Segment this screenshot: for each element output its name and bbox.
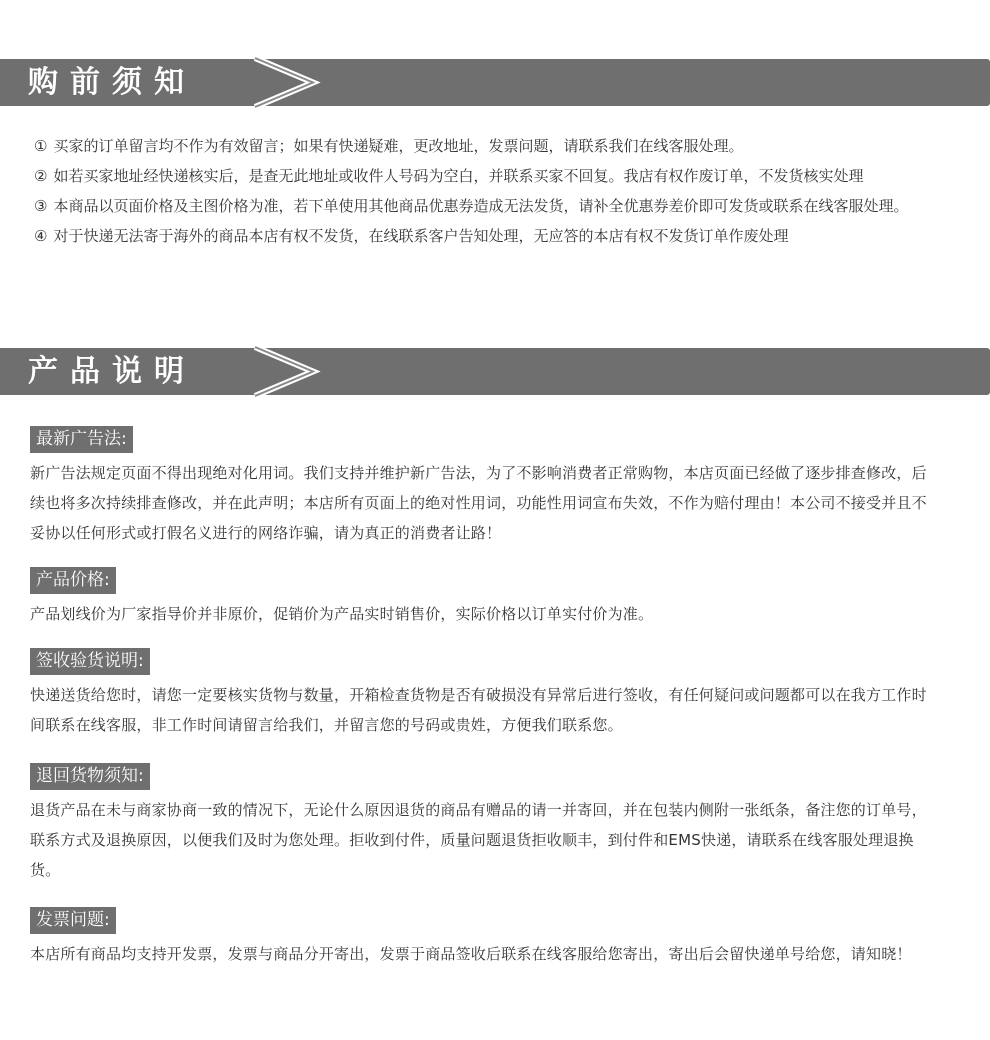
notice-text: 如若买家地址经快递核实后，是查无此地址或收件人号码为空白，并联系买家不回复。我店有权作废订单，不发货核实处理 — [53, 167, 864, 185]
notice-text: 买家的订单留言均不作为有效留言；如果有快递疑难，更改地址，发票问题，请联系我们在线客服处理。 — [53, 137, 744, 155]
section-label: 最新广告法: — [30, 426, 133, 453]
list-item — [34, 221, 954, 251]
section-body: 快递送货给您时，请您一定要核实货物与数量，开箱检查货物是否有破损没有异常后进行签收，有任何疑问或问题都可以在我方工作时间联系在线客服，非工作时间请留言给我们，并留言您的号码或贵姓，方便我们联系您。 — [30, 686, 927, 734]
section-label: 产品价格: — [30, 567, 116, 594]
chevron-right-icon — [0, 346, 330, 397]
list-item — [34, 161, 954, 191]
section-label: 退回货物须知: — [30, 763, 150, 790]
list-item — [34, 191, 954, 221]
notice-number: ② — [34, 167, 48, 185]
section-price — [30, 567, 930, 629]
section-inspection — [30, 648, 930, 740]
notice-list — [34, 131, 954, 251]
notice-text: 对于快递无法寄于海外的商品本店有权不发货，在线联系客户告知处理，无应答的本店有权不发货订单作废处理 — [53, 227, 789, 245]
list-item — [34, 131, 954, 161]
section-invoice — [30, 907, 930, 969]
section-body: 本店所有商品均支持开发票，发票与商品分开寄出，发票于商品签收后联系在线客服给您寄出，寄出后会留快递单号给您，请知晓！ — [30, 945, 912, 963]
notice-number: ① — [34, 137, 48, 155]
product-banner-title: 产品说明 — [28, 354, 196, 389]
notice-banner-title: 购前须知 — [28, 65, 196, 100]
section-body: 新广告法规定页面不得出现绝对化用词。我们支持并维护新广告法，为了不影响消费者正常购物，本店页面已经做了逐步排查修改，后续也将多次持续排查修改，并在此声明；本店所有页面上的绝对性用词，功能性用词宣布失效，不作为赔付理由！本公司不接受并且不妥协以任何形式或打假名义进行的网络诈骗，请为真正的消费者让路！ — [30, 464, 927, 542]
chevron-right-icon — [0, 57, 330, 108]
notice-banner — [0, 59, 990, 106]
product-banner — [0, 348, 990, 395]
section-body: 退货产品在未与商家协商一致的情况下，无论什么原因退货的商品有赠品的请一并寄回，并在包装内侧附一张纸条，备注您的订单号，联系方式及退换原因，以便我们及时为您处理。拒收到付件，质量问题退货拒收顺丰，到付件和EMS快递，请联系在线客服处理退换货。 — [30, 801, 927, 879]
notice-text: 本商品以页面价格及主图价格为准，若下单使用其他商品优惠券造成无法发货，请补全优惠券差价即可发货或联系在线客服处理。 — [53, 197, 909, 215]
section-ad-law — [30, 426, 930, 548]
section-returns — [30, 763, 930, 885]
section-label: 发票问题: — [30, 907, 116, 934]
section-body: 产品划线价为厂家指导价并非原价，促销价为产品实时销售价，实际价格以订单实付价为准。 — [30, 605, 654, 623]
section-label: 签收验货说明: — [30, 648, 150, 675]
notice-number: ③ — [34, 197, 48, 215]
notice-number: ④ — [34, 227, 48, 245]
